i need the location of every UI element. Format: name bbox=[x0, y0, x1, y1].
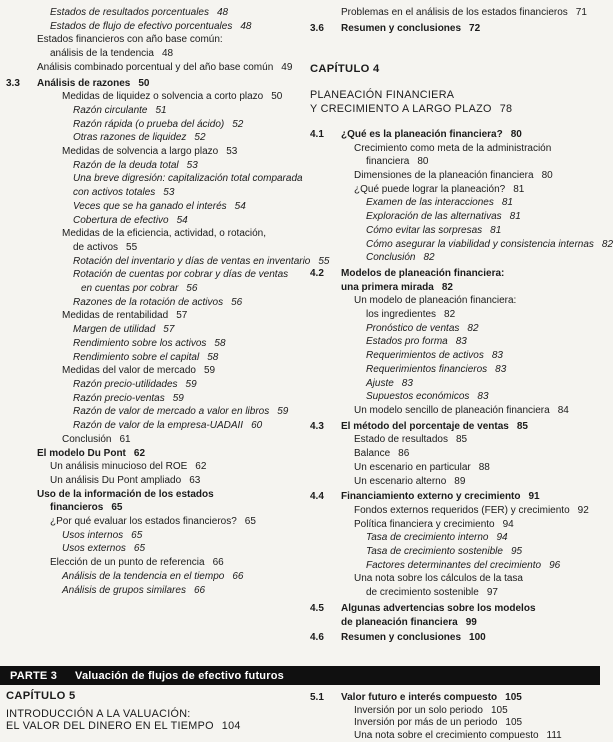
toc-entry bbox=[6, 474, 302, 488]
toc-entry bbox=[6, 172, 302, 186]
entry-title: Una nota sobre el crecimiento compuesto bbox=[354, 729, 539, 741]
page-number: 81 bbox=[490, 224, 502, 236]
page-number: 82 bbox=[444, 309, 456, 321]
page-number: 81 bbox=[501, 197, 513, 209]
toc-entry bbox=[310, 281, 598, 295]
entry-title: Razón precio-utilidades bbox=[73, 378, 178, 390]
toc-entry bbox=[6, 501, 302, 515]
section-number: 5.1 bbox=[310, 692, 324, 703]
entry-title: análisis de la tendencia bbox=[50, 48, 154, 60]
toc-entry bbox=[310, 730, 598, 742]
entry-title: Rendimiento sobre el capital bbox=[73, 351, 200, 363]
entry-title: Problemas en el análisis de los estados financieros bbox=[341, 7, 568, 18]
toc-entry bbox=[310, 531, 598, 545]
entry-title: Estados de flujo de efectivo porcentuales bbox=[50, 20, 233, 32]
toc-entry bbox=[310, 183, 598, 197]
toc-entry bbox=[6, 556, 302, 570]
toc-entry bbox=[310, 475, 598, 489]
entry-title: CAPÍTULO 4 bbox=[310, 63, 380, 76]
toc-entry bbox=[310, 447, 598, 461]
toc-entry bbox=[310, 155, 598, 169]
page-number: 83 bbox=[477, 391, 489, 403]
entry-title: Análisis de la tendencia en el tiempo bbox=[62, 570, 225, 582]
page-number: 80 bbox=[417, 156, 429, 168]
entry-title: de crecimiento sostenible bbox=[366, 587, 479, 599]
toc-entry bbox=[310, 705, 598, 718]
page-number: 82 bbox=[441, 281, 453, 293]
toc-entry bbox=[310, 559, 598, 573]
page-number: 66 bbox=[232, 570, 244, 582]
entry-title: Un modelo sencillo de planeación financiera bbox=[354, 404, 550, 416]
page-number: 95 bbox=[510, 546, 523, 558]
toc-entry bbox=[6, 364, 302, 378]
page-number: 72 bbox=[469, 22, 481, 34]
entry-title: Pronóstico de ventas bbox=[366, 322, 460, 334]
toc-entry bbox=[310, 717, 598, 730]
page-number: 94 bbox=[496, 532, 508, 544]
toc-section-entry bbox=[310, 692, 598, 705]
toc-entry bbox=[6, 323, 302, 337]
toc-entry bbox=[310, 363, 598, 377]
page-number: 86 bbox=[398, 448, 410, 460]
page-number: 104 bbox=[221, 720, 241, 733]
entry-title: financieros bbox=[50, 502, 104, 514]
entry-title: de activos bbox=[73, 241, 119, 253]
toc-entry bbox=[310, 404, 598, 418]
toc-entry bbox=[6, 351, 302, 365]
page-number: 60 bbox=[251, 420, 263, 432]
page-number: 111 bbox=[546, 729, 562, 741]
entry-title: Razón de valor de mercado a valor en libros bbox=[73, 406, 270, 418]
toc-right-column bbox=[310, 6, 613, 645]
page-number: 88 bbox=[478, 461, 490, 473]
section-number: 4.6 bbox=[310, 632, 324, 644]
page-number: 94 bbox=[502, 518, 514, 530]
page-number: 58 bbox=[207, 351, 219, 363]
page-number: 65 bbox=[131, 529, 143, 541]
entry-title: Financiamiento externo y crecimiento bbox=[341, 491, 521, 503]
page-number: 63 bbox=[189, 474, 201, 486]
toc-entry bbox=[310, 572, 598, 586]
toc-entry bbox=[6, 33, 302, 47]
toc-entry bbox=[310, 294, 598, 308]
toc-entry bbox=[6, 241, 302, 255]
entry-title: una primera mirada bbox=[341, 281, 434, 293]
page-number: 105 bbox=[505, 717, 523, 729]
entry-title: El método del porcentaje de ventas bbox=[341, 420, 509, 432]
toc-entry bbox=[6, 419, 302, 433]
entry-title: Y CRECIMIENTO A LARGO PLAZO bbox=[310, 103, 492, 116]
toc-entry bbox=[310, 377, 598, 391]
toc-entry bbox=[6, 255, 330, 269]
page-number: 65 bbox=[133, 543, 146, 555]
toc-entry bbox=[310, 349, 598, 363]
page-number: 61 bbox=[119, 433, 131, 445]
entry-title: Usos internos bbox=[62, 529, 124, 541]
entry-title: Ajuste bbox=[366, 377, 394, 389]
entry-title: Medidas de solvencia a largo plazo bbox=[62, 146, 219, 158]
entry-title: Estados financieros con año base común: bbox=[37, 34, 223, 46]
page-number: 62 bbox=[133, 447, 146, 459]
toc-entry bbox=[310, 63, 598, 77]
entry-title: Examen de las interacciones bbox=[366, 197, 494, 209]
page-number: 62 bbox=[195, 461, 207, 473]
toc-entry bbox=[6, 720, 302, 733]
page-number: 55 bbox=[318, 255, 330, 267]
toc-entry bbox=[6, 708, 302, 721]
entry-title: de planeación financiera bbox=[341, 616, 458, 628]
toc-entry bbox=[310, 586, 598, 600]
toc-entry bbox=[310, 518, 598, 532]
toc-entry bbox=[6, 131, 302, 145]
entry-title: CAPÍTULO 5 bbox=[6, 690, 76, 702]
toc-entry bbox=[6, 159, 302, 173]
page-number: 83 bbox=[495, 363, 507, 375]
toc-section-entry bbox=[310, 420, 598, 434]
part-label: PARTE 3 bbox=[10, 669, 58, 682]
section-number: 4.4 bbox=[310, 491, 324, 503]
page-number: 65 bbox=[111, 502, 123, 514]
toc-entry bbox=[310, 196, 598, 210]
entry-title: Una breve digresión: capitalización total comparada bbox=[73, 173, 303, 185]
page-number: 53 bbox=[226, 146, 238, 158]
toc-entry bbox=[310, 504, 598, 518]
toc-entry bbox=[6, 47, 302, 61]
page-number: 105 bbox=[490, 704, 508, 716]
entry-title: ¿Qué puede lograr la planeación? bbox=[354, 183, 506, 195]
page-number: 48 bbox=[217, 7, 229, 18]
page-number: 48 bbox=[240, 20, 252, 32]
toc-entry bbox=[6, 61, 302, 75]
entry-title: Margen de utilidad bbox=[73, 324, 156, 336]
entry-title: Análisis de razones bbox=[37, 77, 131, 89]
part-title: Valuación de flujos de efectivo futuros bbox=[75, 669, 284, 682]
toc-entry bbox=[6, 309, 302, 323]
page-number: 82 bbox=[423, 252, 435, 264]
page-number: 105 bbox=[505, 692, 522, 703]
entry-title: Razones de la rotación de activos bbox=[73, 296, 224, 308]
entry-title: Una nota sobre los cálculos de la tasa bbox=[354, 573, 523, 585]
toc-entry bbox=[6, 584, 302, 598]
toc-entry bbox=[6, 542, 302, 556]
entry-title: El modelo Du Pont bbox=[37, 447, 126, 459]
section-number: 3.3 bbox=[6, 77, 20, 89]
entry-title: Resumen y conclusiones bbox=[341, 22, 462, 34]
entry-title: ¿Qué es la planeación financiera? bbox=[341, 128, 503, 140]
entry-title: Rotación del inventario y días de ventas en inventario bbox=[73, 255, 311, 267]
page-number: 84 bbox=[557, 404, 569, 416]
entry-title: Cómo asegurar la viabilidad y consistencia internas bbox=[366, 238, 594, 250]
entry-title: Dimensiones de la planeación financiera bbox=[354, 170, 534, 182]
entry-title: Un análisis minucioso del ROE bbox=[50, 461, 188, 473]
entry-title: Supuestos económicos bbox=[366, 391, 470, 403]
page-number: 97 bbox=[486, 587, 498, 599]
toc-entry bbox=[310, 322, 598, 336]
toc-entry bbox=[310, 224, 598, 238]
entry-title: Requerimientos financieros bbox=[366, 363, 488, 375]
entry-title: Rendimiento sobre los activos bbox=[73, 337, 207, 349]
entry-title: Balance bbox=[354, 448, 391, 460]
section-number: 4.2 bbox=[310, 267, 324, 279]
entry-title: Medidas de la eficiencia, actividad, o rotación, bbox=[62, 228, 267, 240]
toc-section-entry bbox=[310, 602, 598, 616]
entry-title: Rotación de cuentas por cobrar y días de ventas bbox=[73, 269, 289, 281]
entry-title: los ingredientes bbox=[366, 309, 437, 321]
entry-title: Conclusión bbox=[62, 433, 112, 445]
page-number: 56 bbox=[231, 296, 243, 308]
toc-entry bbox=[310, 251, 598, 265]
entry-title: PLANEACIÓN FINANCIERA bbox=[310, 89, 455, 102]
page-number: 66 bbox=[212, 557, 224, 569]
page-number: 57 bbox=[176, 310, 188, 322]
entry-title: Uso de la información de los estados bbox=[37, 488, 214, 500]
entry-title: Razón rápida (o prueba del ácido) bbox=[73, 118, 225, 130]
entry-title: Inversión por más de un periodo bbox=[354, 717, 498, 729]
toc-entry bbox=[310, 6, 598, 20]
entry-title: Tasa de crecimiento interno bbox=[366, 532, 489, 544]
page-number: 55 bbox=[126, 241, 138, 253]
toc-section-entry bbox=[6, 77, 302, 91]
entry-title: Análisis combinado porcentual y del año base común bbox=[37, 61, 274, 73]
page-number: 51 bbox=[155, 104, 167, 116]
entry-title: Cómo evitar las sorpresas bbox=[366, 224, 483, 236]
entry-title: Conclusión bbox=[366, 252, 416, 264]
page-number: 85 bbox=[516, 420, 528, 432]
toc-entry bbox=[310, 461, 598, 475]
toc-entry bbox=[6, 337, 302, 351]
page-number: 52 bbox=[194, 132, 206, 144]
entry-title: Un modelo de planeación financiera: bbox=[354, 295, 517, 307]
toc-entry bbox=[310, 433, 598, 447]
entry-title: Razón de la deuda total bbox=[73, 159, 179, 171]
toc-entry bbox=[310, 390, 598, 404]
toc-bottom-right-column bbox=[310, 690, 598, 742]
entry-title: Exploración de las alternativas bbox=[366, 211, 502, 223]
page-number: 80 bbox=[510, 128, 522, 140]
toc-section-entry bbox=[310, 631, 598, 645]
page-number: 92 bbox=[577, 504, 589, 516]
page-number: 48 bbox=[161, 48, 174, 60]
toc-entry bbox=[310, 89, 598, 103]
page-number: 85 bbox=[455, 434, 468, 446]
page-number: 81 bbox=[509, 211, 521, 223]
page-number: 56 bbox=[186, 283, 198, 295]
toc-entry bbox=[6, 378, 302, 392]
toc-entry bbox=[310, 335, 598, 349]
entry-title: Cobertura de efectivo bbox=[73, 214, 169, 226]
section-number: 3.6 bbox=[310, 22, 324, 34]
toc-entry bbox=[6, 296, 302, 310]
toc-entry bbox=[6, 20, 302, 34]
page-number: 59 bbox=[172, 392, 184, 404]
page-number: 59 bbox=[277, 406, 289, 418]
entry-title: Estados pro forma bbox=[366, 336, 448, 348]
toc-entry bbox=[6, 529, 302, 543]
toc-bottom-left-column bbox=[6, 690, 302, 733]
page-number: 54 bbox=[234, 200, 246, 212]
entry-title: Tasa de crecimiento sostenible bbox=[366, 546, 503, 558]
page-number: 53 bbox=[186, 159, 198, 171]
page-number: 57 bbox=[163, 324, 175, 336]
toc-entry bbox=[6, 433, 302, 447]
entry-title: Resumen y conclusiones bbox=[341, 632, 462, 644]
entry-title: Un escenario alterno bbox=[354, 475, 447, 487]
toc-entry bbox=[310, 545, 598, 559]
toc-entry bbox=[6, 690, 302, 703]
entry-title: Razón de valor de la empresa-UADAII bbox=[73, 420, 244, 432]
toc-entry bbox=[6, 570, 302, 584]
page-number: 82 bbox=[601, 238, 613, 250]
page-number: 83 bbox=[455, 336, 467, 348]
entry-title: Razón precio-ventas bbox=[73, 392, 165, 404]
page-number: 59 bbox=[185, 378, 197, 390]
page-number: 50 bbox=[138, 77, 150, 89]
part-divider-bar bbox=[0, 666, 600, 685]
entry-title: Estado de resultados bbox=[354, 434, 448, 446]
page-number: 66 bbox=[193, 584, 206, 596]
entry-title: Factores determinantes del crecimiento bbox=[366, 559, 542, 571]
entry-title: financiera bbox=[366, 156, 410, 168]
toc-entry bbox=[6, 405, 302, 419]
entry-title: Un escenario en particular bbox=[354, 461, 471, 473]
toc-entry bbox=[6, 268, 302, 282]
toc-entry bbox=[6, 104, 302, 118]
page-number: 80 bbox=[541, 170, 553, 182]
entry-title: Requerimientos de activos bbox=[366, 350, 484, 362]
entry-title: EL VALOR DEL DINERO EN EL TIEMPO bbox=[6, 720, 214, 733]
toc-entry bbox=[6, 118, 302, 132]
entry-title: Un análisis Du Pont ampliado bbox=[50, 474, 182, 486]
toc-entry bbox=[310, 616, 598, 630]
page-number: 83 bbox=[491, 350, 503, 362]
toc-entry bbox=[6, 392, 302, 406]
entry-title: Medidas del valor de mercado bbox=[62, 365, 196, 377]
page-number: 52 bbox=[232, 118, 244, 130]
page-number: 65 bbox=[244, 516, 256, 528]
toc-entry bbox=[310, 238, 613, 252]
entry-title: ¿Por qué evaluar los estados financieros? bbox=[50, 516, 237, 528]
page-number: 58 bbox=[214, 337, 226, 349]
toc-entry bbox=[6, 214, 302, 228]
page-number: 91 bbox=[528, 491, 540, 503]
toc-entry bbox=[310, 308, 598, 322]
toc-entry bbox=[6, 186, 302, 200]
toc-entry bbox=[6, 488, 302, 502]
page-number: 89 bbox=[454, 475, 466, 487]
toc-entry bbox=[310, 169, 598, 183]
toc-section-entry bbox=[310, 128, 598, 142]
entry-title: Política financiera y crecimiento bbox=[354, 518, 495, 530]
toc-entry bbox=[310, 103, 598, 117]
section-number: 4.3 bbox=[310, 420, 324, 432]
entry-title: Crecimiento como meta de la administración bbox=[354, 142, 552, 154]
entry-title: Inversión por un solo periodo bbox=[354, 704, 483, 716]
entry-title: Modelos de planeación financiera: bbox=[341, 267, 505, 279]
entry-title: Usos externos bbox=[62, 543, 126, 555]
toc-section-entry bbox=[310, 22, 598, 36]
entry-title: Otras razones de liquidez bbox=[73, 132, 187, 144]
entry-title: INTRODUCCIÓN A LA VALUACIÓN: bbox=[6, 707, 191, 720]
entry-title: Medidas de rentabilidad bbox=[62, 310, 169, 322]
page-number: 99 bbox=[465, 616, 477, 628]
toc-entry bbox=[6, 6, 302, 20]
toc-entry bbox=[6, 227, 302, 241]
page-number: 49 bbox=[281, 61, 293, 73]
entry-title: Medidas de liquidez o solvencia a corto plazo bbox=[62, 91, 264, 103]
toc-entry bbox=[6, 90, 302, 104]
toc-entry bbox=[6, 515, 302, 529]
page-number: 83 bbox=[401, 377, 413, 389]
page-number: 82 bbox=[467, 322, 479, 334]
toc-entry bbox=[6, 460, 302, 474]
page-number: 50 bbox=[271, 91, 283, 103]
toc-entry bbox=[310, 210, 598, 224]
toc-section-entry bbox=[310, 490, 598, 504]
page-number: 59 bbox=[203, 365, 216, 377]
entry-title: Estados de resultados porcentuales bbox=[50, 7, 209, 18]
page-number: 81 bbox=[513, 183, 525, 195]
page-number: 96 bbox=[549, 559, 561, 571]
page-number: 100 bbox=[469, 632, 486, 644]
toc-entry bbox=[6, 145, 302, 159]
toc-entry bbox=[310, 142, 598, 156]
page-number: 71 bbox=[575, 7, 587, 18]
entry-title: con activos totales bbox=[73, 187, 156, 199]
entry-title: Algunas advertencias sobre los modelos bbox=[341, 602, 536, 614]
entry-title: en cuentas por cobrar bbox=[81, 283, 179, 295]
entry-title: Fondos externos requeridos (FER) y crecimiento bbox=[354, 504, 570, 516]
toc-entry bbox=[6, 282, 302, 296]
entry-title: Elección de un punto de referencia bbox=[50, 557, 205, 569]
toc-section-entry bbox=[310, 267, 598, 281]
toc-entry bbox=[6, 447, 302, 461]
entry-title: Valor futuro e interés compuesto bbox=[341, 692, 498, 703]
section-number: 4.5 bbox=[310, 602, 324, 614]
page-number: 54 bbox=[176, 214, 188, 226]
section-number: 4.1 bbox=[310, 128, 324, 140]
entry-title: Veces que se ha ganado el interés bbox=[73, 200, 227, 212]
entry-title: Análisis de grupos similares bbox=[62, 584, 186, 596]
entry-title: Razón circulante bbox=[73, 104, 148, 116]
toc-entry bbox=[6, 200, 302, 214]
page-number: 78 bbox=[499, 103, 513, 116]
page-number: 53 bbox=[163, 187, 175, 199]
